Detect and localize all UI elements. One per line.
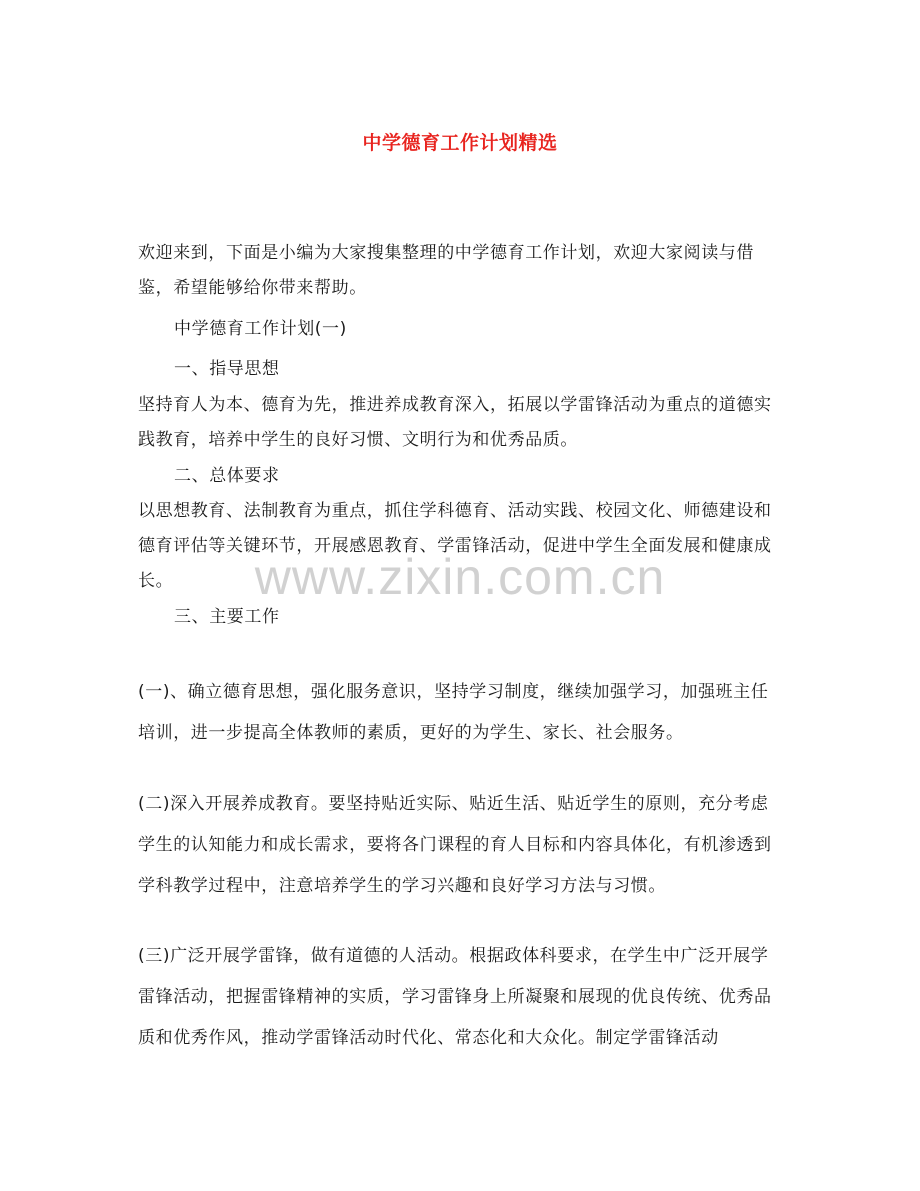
plan-subtitle: 中学德育工作计划(一)	[174, 319, 347, 339]
work-item-3: (三)广泛开展学雷锋，做有道德的人活动。根据政体科要求，在学生中广泛开展学雷锋活动，把握雷锋精神的实质，学习雷锋身上所凝聚和展现的优良传统、优秀品质和优秀作风，推动学雷锋活动时代化、常态化和大众化。制定学雷锋活动	[138, 946, 772, 1048]
watermark-text: www.zixin.com.cn	[254, 549, 666, 605]
section-heading-guiding-thought: 一、指导思想	[174, 359, 280, 379]
document-title: 中学德育工作计划精选	[362, 132, 558, 154]
intro-paragraph: 欢迎来到，下面是小编为大家搜集整理的中学德育工作计划，欢迎大家阅读与借鉴，希望能够给你带来帮助。	[138, 243, 754, 298]
work-item-2: (二)深入开展养成教育。要坚持贴近实际、贴近生活、贴近学生的原则，充分考虑学生的认知能力和成长需求，要将各门课程的育人目标和内容具体化，有机渗透到学科教学过程中，注意培养学生的学习兴趣和良好学习方法与习惯。	[138, 794, 772, 896]
section-body-general-requirements: 以思想教育、法制教育为重点，抓住学科德育、活动实践、校园文化、师德建设和德育评估等关键环节，开展感恩教育、学雷锋活动，促进中学生全面发展和健康成长。	[138, 501, 772, 591]
work-item-1: (一)、确立德育思想，强化服务意识，坚持学习制度，继续加强学习，加强班主任培训，进一步提高全体教师的素质，更好的为学生、家长、社会服务。	[138, 682, 769, 743]
section-heading-general-requirements: 二、总体要求	[174, 466, 280, 486]
section-body-guiding-thought: 坚持育人为本、德育为先，推进养成教育深入，拓展以学雷锋活动为重点的道德实践教育，培养中学生的良好习惯、文明行为和优秀品质。	[138, 395, 772, 450]
section-heading-main-work: 三、主要工作	[174, 607, 280, 627]
